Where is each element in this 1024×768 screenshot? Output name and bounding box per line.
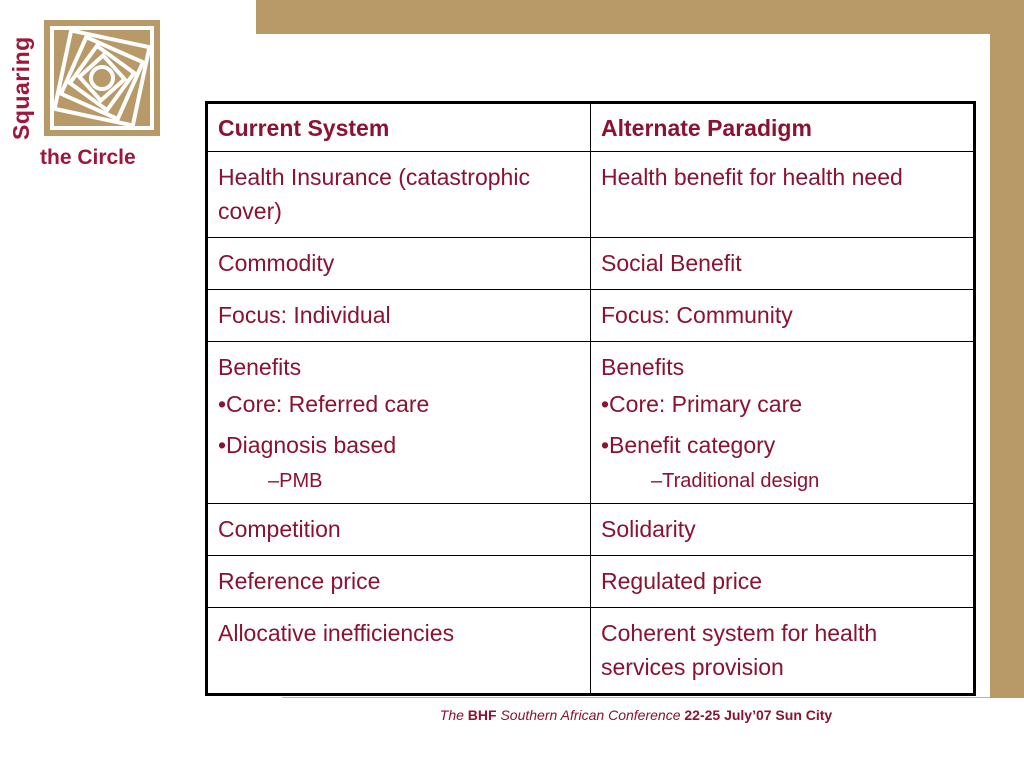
cell-sub-bullet: –PMB xyxy=(268,470,323,492)
table-row xyxy=(207,290,975,342)
table-cell: Focus: Individual xyxy=(207,290,591,342)
footer xyxy=(282,707,990,723)
table-cell: Reference price xyxy=(207,556,591,608)
table-cell: Coherent system for health services provision xyxy=(591,608,975,695)
table-cell: Health benefit for health need xyxy=(591,152,975,238)
logo-text-the-circle: the Circle xyxy=(40,146,136,169)
table-row xyxy=(207,238,975,290)
top-accent-band xyxy=(256,0,1024,34)
table-cell: Regulated price xyxy=(591,556,975,608)
cell-bullet: •Core: Referred care xyxy=(218,391,430,417)
footer-divider xyxy=(282,697,990,698)
footer-the: The xyxy=(439,707,464,723)
table-cell: Competition xyxy=(207,504,591,556)
logo-text-squaring: Squaring xyxy=(8,36,34,140)
table-row xyxy=(207,342,975,504)
comparison-table xyxy=(205,101,976,696)
footer-bhf: BHF xyxy=(467,707,497,723)
table-cell xyxy=(591,342,975,504)
right-accent-band xyxy=(990,0,1024,698)
table-row xyxy=(207,608,975,695)
footer-conference: Southern African Conference xyxy=(500,707,681,723)
table-cell: Solidarity xyxy=(591,504,975,556)
table-header-row xyxy=(207,103,975,152)
table-row xyxy=(207,504,975,556)
table-cell: Social Benefit xyxy=(591,238,975,290)
cell-title: Benefits xyxy=(601,354,685,380)
cell-sub-bullet: –Traditional design xyxy=(651,470,820,492)
table-row xyxy=(207,556,975,608)
footer-dates: 22-25 July’07 Sun City xyxy=(684,707,833,723)
header-current-system: Current System xyxy=(207,103,591,152)
cell-bullet: •Diagnosis based xyxy=(218,432,397,458)
cell-bullet: •Benefit category xyxy=(601,432,776,458)
table-cell: Focus: Community xyxy=(591,290,975,342)
table-row xyxy=(207,152,975,238)
squaring-circle-logo-icon xyxy=(44,20,160,136)
table-cell xyxy=(207,342,591,504)
cell-bullet: •Core: Primary care xyxy=(601,391,803,417)
table-cell: Allocative inefficiencies xyxy=(207,608,591,695)
cell-title: Benefits xyxy=(218,354,302,380)
table-cell: Health Insurance (catastrophic cover) xyxy=(207,152,591,238)
table-cell: Commodity xyxy=(207,238,591,290)
header-alternate-paradigm: Alternate Paradigm xyxy=(591,103,975,152)
